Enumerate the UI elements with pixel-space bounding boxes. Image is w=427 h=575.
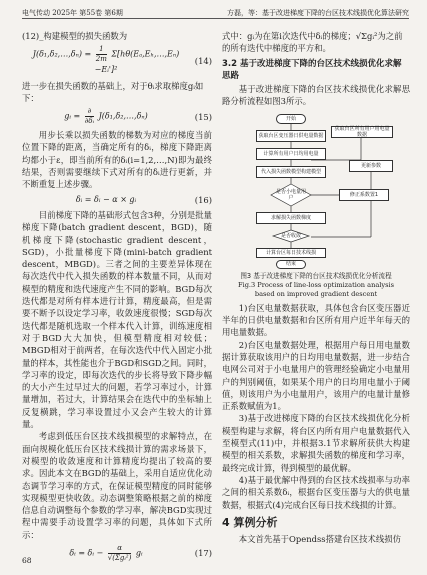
equation-14: J(δ₁,δ₂,…,δₙ) = $\frac{1}{2m}$ Σ[ℎθ(Eₐ,Eₕ,…,Eₙ)−Eᵢ']² (14) — [32, 45, 212, 75]
flow-step: 获取台区变压器日供电量数据 — [256, 130, 326, 142]
flow-step: 计算所有用户日均用电量 — [256, 148, 326, 160]
flow-step: 求解损失函数梯度 — [256, 212, 326, 224]
equation-number: (15) — [194, 111, 212, 122]
page-header — [22, 7, 409, 19]
flow-start: 开始 — [276, 114, 306, 124]
equation-15: gᵢ = $\frac{\partial}{\text{∂δᵢ}}$ J(δ₁,δ₂,…,δₙ) (15) — [64, 107, 212, 126]
section-heading: 4 算例分析 — [222, 515, 278, 529]
figure-caption-en: based on improved gradient descent — [254, 289, 378, 298]
paragraph: 考虑到低压台区技术线损模型的求解特点，在面向规模化低压台区技术线损计算的需求场景下，对模型的收敛速度和计算精度均提出了较高的要求。因此本文在BGD的基础上，采用自适应优化动态调节学习率的方式，在保证模型精度的同时能够实现模型更快收敛。动态调整策略根据之前的梯度信息自动调整每个参数的学习率，解决BGD实现过程中需要手动设置学习率的问题，具体如下式所示： — [22, 431, 212, 540]
figure-caption-cn: 图3 基于改进梯度下降的台区技术线损优化分析流程 — [240, 271, 392, 280]
equation-number: (17) — [194, 548, 212, 559]
flow-step: 获取台区所有用户用电量数据 — [331, 126, 393, 138]
paragraph: 本文首先基于Opendss搭建台区技术线损仿 — [238, 534, 401, 545]
journal-info: 电气传动 2025年 第55卷 第6期 — [22, 9, 123, 17]
flow-decision-label: 是否收敛 — [280, 232, 301, 239]
paragraph: 用步长乘以损失函数的梯数为对应的梯度当前位置下降的距离，当确定所有的δᵢ，梯度下降距离均都小于ε，即当前所有的δᵢ(i=1,2,…,N)即为最终结果，否则需要继续下式对所有的δᵢ进行更新，并不断重复上述步骤。 — [22, 130, 212, 190]
item-12: (12)_构建模型的损失函数为 — [22, 31, 128, 41]
flowchart-figure — [231, 112, 401, 270]
flow-step: 修正系数置1 — [339, 189, 389, 201]
paragraph: 3)基于改进梯度下降的台区技术线损优化分析模型构建与求解，将台区内所有用户电量数据代入至模型式(11)中，并根据3.1节求解所获供大构建模型的相关系数，求解损失函数的梯度和学习率，最终完成计算，得到模型的最优解。 — [222, 413, 410, 473]
paragraph: 4)基于最优解中得到的台区技术线损率与功率之间的相关系数δᵢ，根据台区变压器与大的供电量数据，根据式(4)完成台区每日技术线损的计算。 — [222, 474, 410, 510]
paragraph: 2)台区电量数据处理，根据用户每日用电量数据计算获取该用户的日均用电量数据，进一步结合电网公司对于小电量用户的管理经验确定小电量用户的判别阈值，如果某个用户的日均用电量小于阈值，则该用户为小电量用户，该用户的电量计量修正系数赋值为1。 — [222, 339, 410, 412]
flow-step: 计算台区每日技术线损 — [256, 248, 326, 258]
page-number: 68 — [22, 555, 32, 565]
equation-number: (14) — [194, 55, 212, 66]
flow-step: 代入损失函数模型构建模型 — [256, 166, 326, 178]
paragraph: 进一步在损失函数的基础上，对于θᵢ求取梯度gᵢ如下： — [22, 80, 204, 103]
left-column — [22, 30, 212, 566]
paragraph: 1)台区电量数据获取，具体包含台区变压器近半年的日供电量数据和台区所有用户近半年每天的用电量数据。 — [222, 302, 410, 338]
figure-caption-en: Fig.3 Process of line-loss optimization analysis — [238, 280, 394, 289]
equation-17: δᵢ = δᵢ − $\frac{\alpha}{\text{√(Σgᵢ²)}}$ gᵢ (17) — [69, 543, 212, 562]
paragraph: 基于改进梯度下降的台区技术线损优化求解思路分析流程如图3所示。 — [222, 84, 410, 107]
paragraph: 式中：gᵢ为在第i次迭代中δᵢ的梯度；√Σgᵢ²为之前的所有迭代中梯度的平方和。 — [222, 31, 403, 54]
running-title: 方磊，等：基于改进梯度下降的台区技术线损优化算法研究 — [227, 9, 409, 17]
flow-end: 结束 — [276, 260, 306, 269]
equation-number: (16) — [194, 194, 212, 205]
paragraph: 目前梯度下降的基础形式包含3种，分别是批量梯度下降(batch gradient descent，BGD)，随机梯度下降(stochastic gradient descent，SGD)，小批量梯度下降(mini-batch gradient descent，MBGD)。三者之间的主要差异体现在每次迭代中代入损失函数的样本数量不同，从而对模型的精度和迭代速度产生不同的影响。BGD每次迭代都是对所有样本进行计算，精度最高，但是需要不断予以设定学习率，收敛速度很慢；SGD每次迭代都是随机选取一个样本代入计算，训练速度相对于BGD大大加快，但模型精度相对较低；MBGD相对于前两者，在每次迭代中代入固定小批量的样本，其性能也介于BGD和SGD之间。同时，学习率的设定，即每次迭代的步长将导致下降步幅的大小产生过早过大的问题，若学习率过小，计算量增加，若过大，计算结果会在迭代中的坐标轴上反复横跳，学习率设置过小又会产生较大的计算量。 — [22, 209, 212, 430]
equation-16: δᵢ = δᵢ − α × gᵢ (16) — [75, 194, 212, 205]
section-heading: 3.2 基于改进梯度下降的台区技术线损优化求解思路 — [222, 58, 402, 81]
right-column — [222, 30, 410, 545]
flow-decision-label: 是否小电量用户 — [275, 188, 306, 201]
flow-step: 更新参数 — [349, 160, 393, 172]
